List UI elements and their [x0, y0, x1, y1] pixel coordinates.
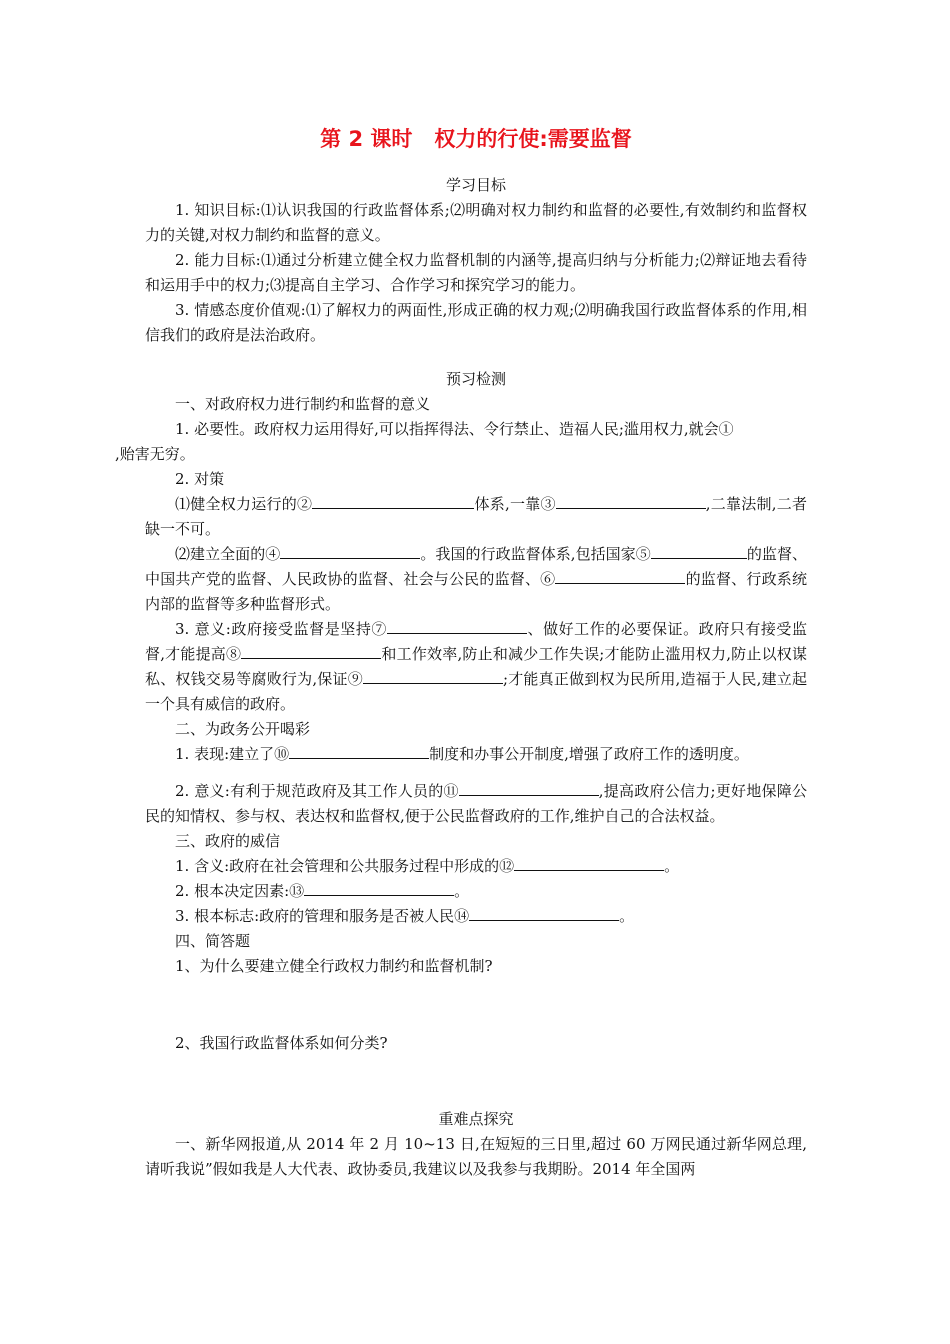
lesson-topic: 权力的行使:需要监督: [434, 127, 632, 151]
fill-blank-2[interactable]: [312, 493, 474, 509]
document-page: [115, 118, 807, 1182]
explore-heading: 重难点探究: [438, 1110, 514, 1128]
section-heading: 一、对政府权力进行制约和监督的意义: [175, 395, 431, 413]
question-2: 2、我国行政监督体系如何分类?: [175, 1034, 388, 1052]
fill-blank-11[interactable]: [459, 780, 599, 796]
fill-blank-10[interactable]: [289, 743, 429, 759]
lesson-number: 第 2 课时: [320, 127, 413, 151]
explore-paragraph: 一、新华网报道,从 2014 年 2 月 10~13 日,在短短的三日里,超过 60 万网民通过新华网总理,请听我说”假如我是人大代表、政协委员,我建议以及我参与我期盼。2014 年全国两: [145, 1135, 807, 1178]
fill-blank-8[interactable]: [241, 643, 381, 659]
fill-blank-7[interactable]: [387, 618, 527, 634]
paragraph-factor: 2. 根本决定因素:⑬ 。: [175, 882, 470, 900]
fill-blank-5[interactable]: [651, 543, 747, 559]
lesson-title: [145, 118, 807, 160]
fill-blank-3[interactable]: [556, 493, 706, 509]
section-heading: 三、政府的威信: [175, 832, 281, 850]
goals-heading: 学习目标: [445, 176, 506, 194]
fill-blank-9[interactable]: [363, 668, 503, 684]
paragraph-significance: 3. 意义:政府接受监督是坚持⑦ 、做好工作的必要保证。政府只有接受监督,才能提高⑧ 和工作效率,防止和减少工作失误;才能防止滥用权力,防止以权谋私、权钱交易等腐败行为,保证⑨ ;才能真正做到权为民所用,造福于人民,建立起一个具有威信的政府。: [145, 620, 807, 713]
fill-blank-6[interactable]: [555, 568, 685, 584]
paragraph-measures: 2. 对策: [175, 470, 225, 488]
goal-item: 3. 情感态度价值观:⑴了解权力的两面性,形成正确的权力观;⑵明确我国行政监督体系的作用,相信我们的政府是法治政府。: [145, 301, 807, 344]
paragraph-measure-2: ⑵建立全面的④ 。我国的行政监督体系,包括国家⑤ 的监督、中国共产党的监督、人民政协的监督、社会与公民的监督、⑥ 的监督、行政系统内部的监督等多种监督形式。: [145, 545, 807, 613]
paragraph-sign: 3. 根本标志:政府的管理和服务是否被人民⑭ 。: [175, 907, 635, 925]
paragraph-performance: 1. 表现:建立了⑩ 制度和办事公开制度,增强了政府工作的透明度。: [175, 745, 749, 763]
fill-blank-12[interactable]: [514, 855, 664, 871]
paragraph-measure-1: ⑴健全权力运行的② 体系,一靠③ ,二靠法制,二者缺一不可。: [145, 495, 807, 538]
preview-heading: 预习检测: [445, 370, 506, 388]
section-heading: 二、为政务公开喝彩: [175, 720, 311, 738]
fill-blank-14[interactable]: [469, 905, 619, 921]
paragraph-meaning: 2. 意义:有利于规范政府及其工作人员的⑪ ,提高政府公信力;更好地保障公民的知情权、参与权、表达权和监督权,便于公民监督政府的工作,维护自己的合法权益。: [145, 782, 807, 825]
paragraph-necessity: 1. 必要性。政府权力运用得好,可以指挥得法、令行禁止、造福人民;滥用权力,就会① ,贻害无穷。: [115, 420, 734, 463]
fill-blank-13[interactable]: [304, 880, 454, 896]
section-heading: 四、简答题: [175, 932, 251, 950]
goal-item: 2. 能力目标:⑴通过分析建立健全权力监督机制的内涵等,提高归纳与分析能力;⑵辩证地去看待和运用手中的权力;⑶提高自主学习、合作学习和探究学习的能力。: [145, 251, 807, 294]
question-1: 1、为什么要建立健全行政权力制约和监督机制?: [175, 957, 493, 975]
paragraph-definition: 1. 含义:政府在社会管理和公共服务过程中形成的⑫ 。: [175, 857, 680, 875]
fill-blank-4[interactable]: [280, 543, 420, 559]
goal-item: 1. 知识目标:⑴认识我国的行政监督体系;⑵明确对权力制约和监督的必要性,有效制约和监督权力的关键,对权力制约和监督的意义。: [145, 201, 807, 244]
